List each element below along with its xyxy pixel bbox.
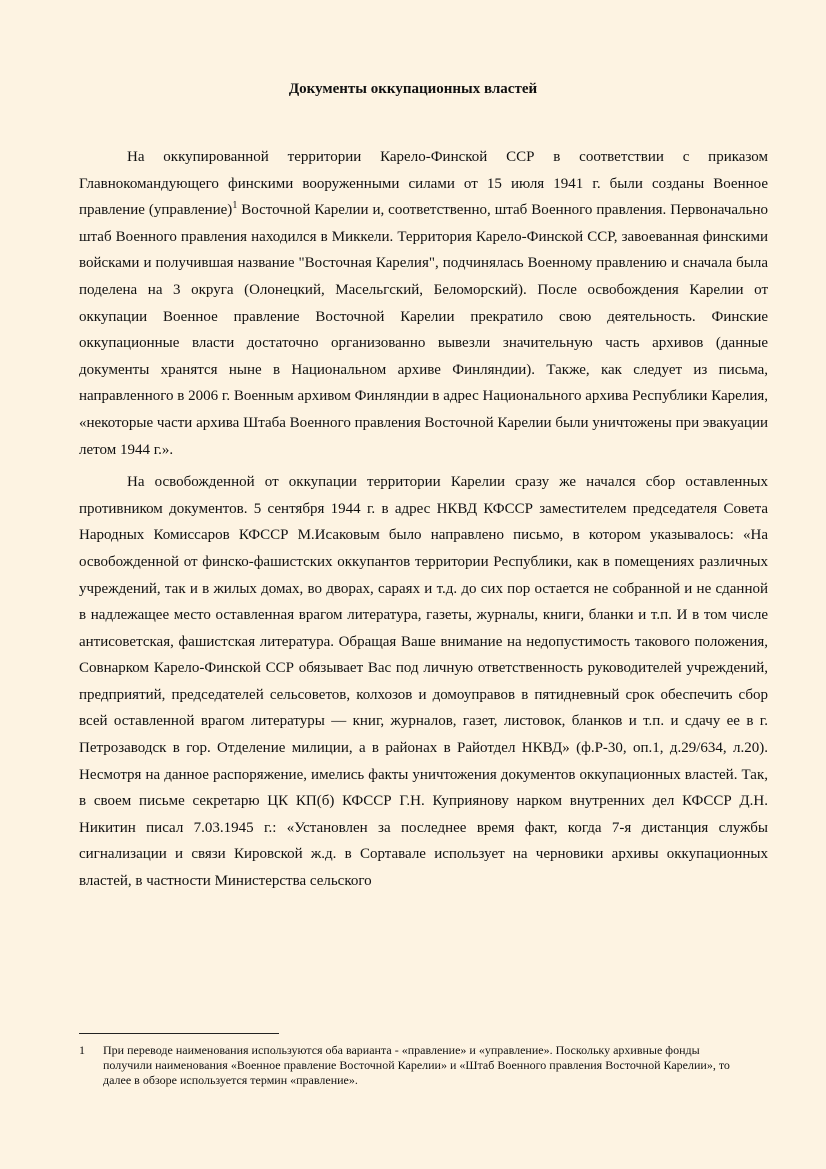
paragraph-2: На освобожденной от оккупации территории Карелии сразу же начался сбор оставленных противником документов. 5 сентября 1944 г. в адрес НКВД КФССР заместителем председателя Совета Народных Комиссаров КФССР М.Исаковым было направлено письмо, в котором указывалось: «На освобожденной от финско-фашистских оккупантов территории Республики, как в помещениях различных учреждений, так и в жилых домах, во дворах, сараях и т.д. до сих пор остается не собранной и не сданной в надлежащее место оставленная врагом литература, газеты, журналы, книги, бланки и т.п. И в том числе антисоветская, фашистская литература. Обращая Ваше внимание на недопустимость такового положения, Совнарком Карело-Финской ССР обязывает Вас под личную ответственность руководителей учреждений, предприятий, председателей сельсоветов, колхозов и домоуправов в пятидневный срок обеспечить сбор всей оставленной врагом литературы — книг, журналов, газет, листовок, бланков и т.п. и сдачу ее в г. Петрозаводск в гор. Отделение милиции, а в районах в Райотдел НКВД» (ф.Р-30, оп.1, д.29/634, л.20). Несмотря на данное распоряжение, имелись факты уничтожения документов оккупационных властей. Так, в своем письме секретарю ЦК КП(б) КФССР Г.Н. Куприянову нарком внутренних дел КФССР Д.Н. Никитин писал 7.03.1945 г.: «Установлен за последнее время факт, когда 7-я дистанция службы сигнализации и связи Кировской ж.д. в Сортавале использует на черновики архивы оккупационных властей, в частности Министерства сельского (79, 474, 768, 890)
footnote-reference[interactable]: 1 (232, 200, 238, 212)
footnote-divider (79, 1033, 279, 1034)
paragraph-1 (79, 144, 768, 463)
document-body (79, 144, 768, 895)
document-title: Документы оккупационных властей (288, 81, 538, 97)
footnote-number: 1 (79, 1043, 85, 1057)
paragraph-1-part-b: Восточной Карелии и, соответственно, штаб Военного правления. Первоначально штаб Военного правления находился в Миккели. Территория Карело-Финской ССР, завоеванная финскими войсками и получившая название "Восточная Карелия", подчинялась Военному правлению и сначала была поделена на 3 округа (Олонецкий, Масельгский, Беломорский). После освобождения Карелии от оккупации Военное правление Восточной Карелии прекратило свою деятельность. Финские оккупационные власти достаточно организованно вывезли значительную часть архивов (данные документы хранятся ныне в Национальном архиве Финляндии). Также, как следует из письма, направленного в 2006 г. Военным архивом Финляндии в адрес Национального архива Республики Карелия, «некоторые части архива Штаба Военного правления Восточной Карелии были уничтожены при эвакуации летом 1944 г.». (79, 202, 769, 458)
paragraph-1-part-a: На оккупированной территории Карело-Финской ССР в соответствии с приказом Главнокомандующего финскими вооруженными силами от 15 июля 1941 г. были созданы Военное правление (управление) (79, 149, 768, 219)
footnote (79, 1043, 739, 1088)
footnote-text: При переводе наименования используются оба варианта - «правление» и «управление». Поскольку архивные фонды получили наименования «Военное правление Восточной Карелии» и «Штаб Военного правления Восточной Карелии», то далее в обзоре используется термин «правление». (103, 1043, 730, 1087)
